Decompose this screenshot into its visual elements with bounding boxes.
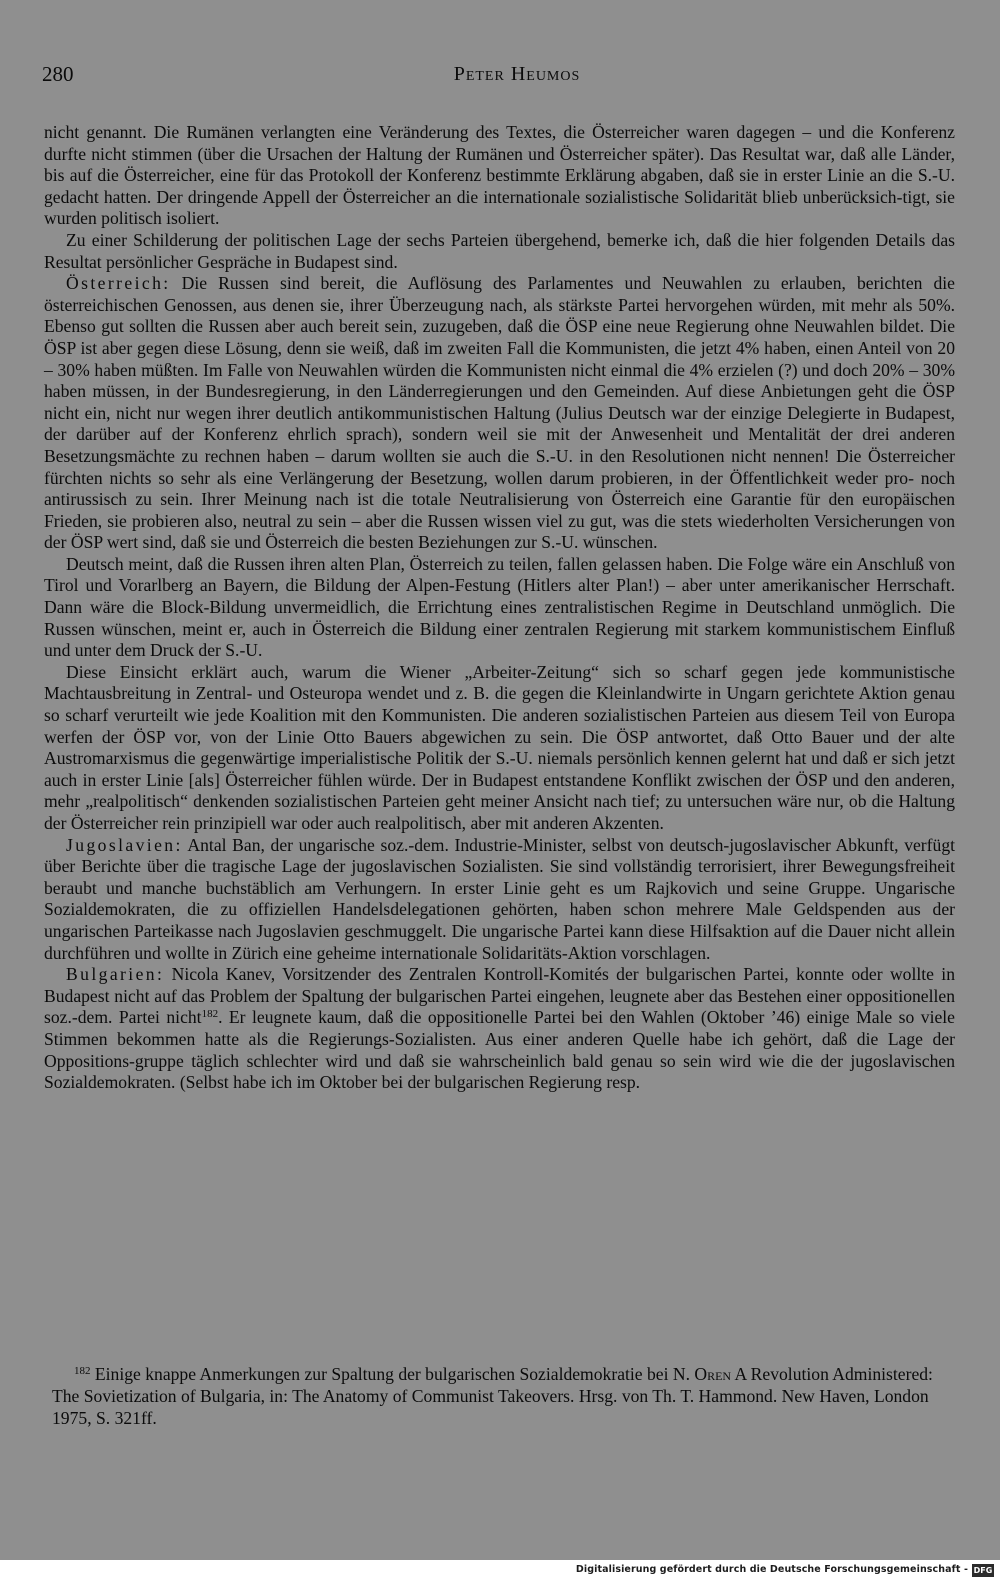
paragraph-deutsch: Deutsch meint, daß die Russen ihren alten Plan, Österreich zu teilen, fallen gelassen haben. Die Folge wäre ein Anschluß von Tirol und Vorarlberg an Bayern, die Bildung der Alpen-Festung (Hitlers alter Plan!) – aber unter amerikanischer Herrschaft. Dann wäre die Block-Bildung unvermeidlich, die Errichtung eines zentralistischen Regime in Deutschland unmöglich. Die Russen wünschen, meint er, auch in Österreich die Bildung einer zentralen Regierung mit starkem kommunistischem Einfluß und unter dem Druck der S.-U.: [44, 553, 955, 661]
paragraph-2: Zu einer Schilderung der politischen Lage der sechs Parteien übergehend, bemerke ich, daß die hier folgenden Details das Resultat persönlicher Gespräche in Budapest sind.: [44, 229, 955, 272]
digitization-credit: Digitalisierung gefördert durch die Deutsche Forschungsgemeinschaft -: [575, 1564, 968, 1575]
paragraph-einsicht: Diese Einsicht erklärt auch, warum die Wiener „Arbeiter-Zeitung“ sich so scharf gegen jede kommunistische Machtausbreitung in Zentral- und Osteuropa wendet und z. B. die gegen die Kleinlandwirte in Ungarn gerichtete Aktion genau so scharf verurteilt wie jede Koalition mit den Kommunisten. Die anderen sozialistischen Parteien aus diesem Teil von Europa werfen der ÖSP vor, von der Linie Otto Bauers abgewichen zu sein. Die ÖSP antwortet, daß Otto Bauer und der alte Austromarxismus die gegenwärtige imperialistische Politik der S.-U. niemals persönlich kennen gelernt hat und daß er sich jetzt auch in erster Linie [als] Österreicher fühlen würde. Der in Budapest entstandene Konflikt zwischen der ÖSP und den anderen, mehr „realpolitisch“ denkenden sozialistischen Parteien geht meiner Ansicht nach tief; zu untersuchen wäre nur, ob die Haltung der Österreicher rein prinzipiell war oder auch realpolitisch, aber mit anderen Akzenten.: [44, 661, 955, 833]
section-lead-jugoslavien: Jugoslavien:: [66, 834, 183, 855]
paragraph-bulgarien: [44, 964, 955, 1094]
paragraph-oesterreich: [44, 273, 955, 554]
body-text: [44, 122, 955, 1094]
running-head: Peter Heumos: [453, 63, 581, 85]
page-header: [42, 62, 956, 92]
footnote-182: [52, 1363, 954, 1429]
paragraph-jugoslavien-text: Antal Ban, der ungarische soz.-dem. Industrie-Minister, selbst von deutsch-jugoslavischer Abkunft, verfügt über Berichte über die tragische Lage der jugoslavischen Sozialisten. Sie sind vollständig terrorisiert, ihrer Bewegungsfreiheit beraubt und manche buchstäblich am Verhungern. In erster Linie geht es um Rajkovich und seine Gruppe. Ungarische Sozialdemokraten, die zu offiziellen Handelsdelegationen gehörten, haben schon mehrere Male Geldspenden aus der ungarischen Parteikasse nach Jugoslavien geschmuggelt. Die ungarische Partei kann diese Hilfsaktion auf die Dauer nicht allein durchführen und wollte in Zürich eine geheime internationale Solidaritäts-Aktion vorschlagen.: [44, 834, 955, 963]
digitization-credit-bar: [0, 1560, 1000, 1582]
footnote-text-b: A Revolution Administered: The Sovietization of Bulgaria, in: The Anatomy of Communist Takeovers. Hrsg. von Th. T. Hammond. New Haven, London 1975, S. 321ff.: [52, 1364, 933, 1428]
paragraph-1: nicht genannt. Die Rumänen verlangten eine Veränderung des Textes, die Österreicher waren dagegen – und die Konferenz durfte nicht stimmen (über die Ursachen der Haltung der Rumänen und Österreicher später). Das Resultat war, daß alle Länder, bis auf die Österreicher, eine für das Protokoll der Konferenz bestimmte Erklärung abgaben, daß sie in erster Linie an die S.-U. gedacht hatten. Der dringende Appell der Österreicher an die internationale sozialistische Solidarität blieb unberücksich-tigt, sie wurden politisch isoliert.: [44, 122, 955, 229]
section-lead-oesterreich: Österreich:: [66, 273, 171, 294]
footnote: [52, 1363, 954, 1429]
paragraph-bulgarien-text-b: . Er leugnete kaum, daß die oppositionelle Partei bei den Wahlen (Oktober ’46) einige Male so viele Stimmen bekommen hatte als die Regierungs-Sozialisten. Aus einer anderen Quelle habe ich gehört, daß die Lage der Oppositions-gruppe täglich schlechter wird und daß sie wahrscheinlich bald genau so sein wird wie die der jugoslavischen Sozialdemokraten. (Selbst habe ich im Oktober bei der bulgarischen Regierung resp.: [44, 1007, 955, 1093]
section-lead-bulgarien: Bulgarien:: [66, 964, 165, 985]
footnote-number: 182: [74, 1365, 91, 1377]
paragraph-bulgarien-text-a: Nicola Kanev, Vorsitzender des Zentralen Kontroll-Komités der bulgarischen Partei, konnte oder wollte in Budapest nicht auf das Problem der Spaltung der bulgarischen Partei eingehen, leugnete aber das Bestehen einer oppositionellen soz.-dem. Partei nicht: [44, 964, 955, 1028]
footnote-text-a: Einige knappe Anmerkungen zur Spaltung der bulgarischen Sozialdemokratie bei N.: [90, 1364, 695, 1384]
dfg-logo: DFG: [973, 1566, 993, 1575]
paragraph-jugoslavien: [44, 835, 955, 965]
paragraph-oesterreich-text: Die Russen sind bereit, die Auflösung des Parlamentes und Neuwahlen zu erlauben, berichten die österreichischen Genossen, aus denen sie, ihrer Überzeugung nach, als stärkste Partei hervorgehen würden, mit mehr als 50%. Ebenso gut sollten die Russen aber auch bereit sein, zuzugeben, daß die ÖSP eine neue Regierung ohne Neuwahlen bildet. Die ÖSP ist aber gegen diese Lösung, denn sie weiß, daß im zweiten Fall die Kommunisten, die jetzt 4% haben, einen Anteil von 20 – 30% haben müßten. Im Falle von Neuwahlen würden die Kommunisten nicht einmal die 4% erzielen (?) und doch 20% – 30% haben müssen, in der Bundesregierung, in den Länderregierungen und den Gemeinden. Auf diese Anbietungen geht die ÖSP nicht ein, nicht nur wegen ihrer deutlich antikommunistischen Haltung (Julius Deutsch war der einzige Delegierte in Budapest, der darüber auf der Konferenz ehrlich sprach), sondern weil sie mit der Anwesenheit und Mentalität der drei anderen Besetzungsmächte zu rechnen haben – darum wollten sie auch die S.-U. in den Resolutionen nicht nennen! Die Österreicher fürchten nichts so sehr als eine Verlängerung der Besetzung, wollen darum probieren, in der Öffentlichkeit weder pro- noch antirussisch zu sein. Ihrer Meinung nach ist die totale Neutralisierung von Österreich eine Garantie für den europäischen Frieden, sie probieren also, neutral zu sein – aber die Russen wissen viel zu gut, was die stets wiederholten Versicherungen von der ÖSP wert sind, daß sie und Österreich die besten Beziehungen zur S.-U. wünschen.: [44, 273, 955, 553]
page-number: 280: [42, 62, 74, 86]
footnote-author: Oren: [694, 1364, 732, 1384]
footnote-reference: 182: [201, 1008, 219, 1021]
